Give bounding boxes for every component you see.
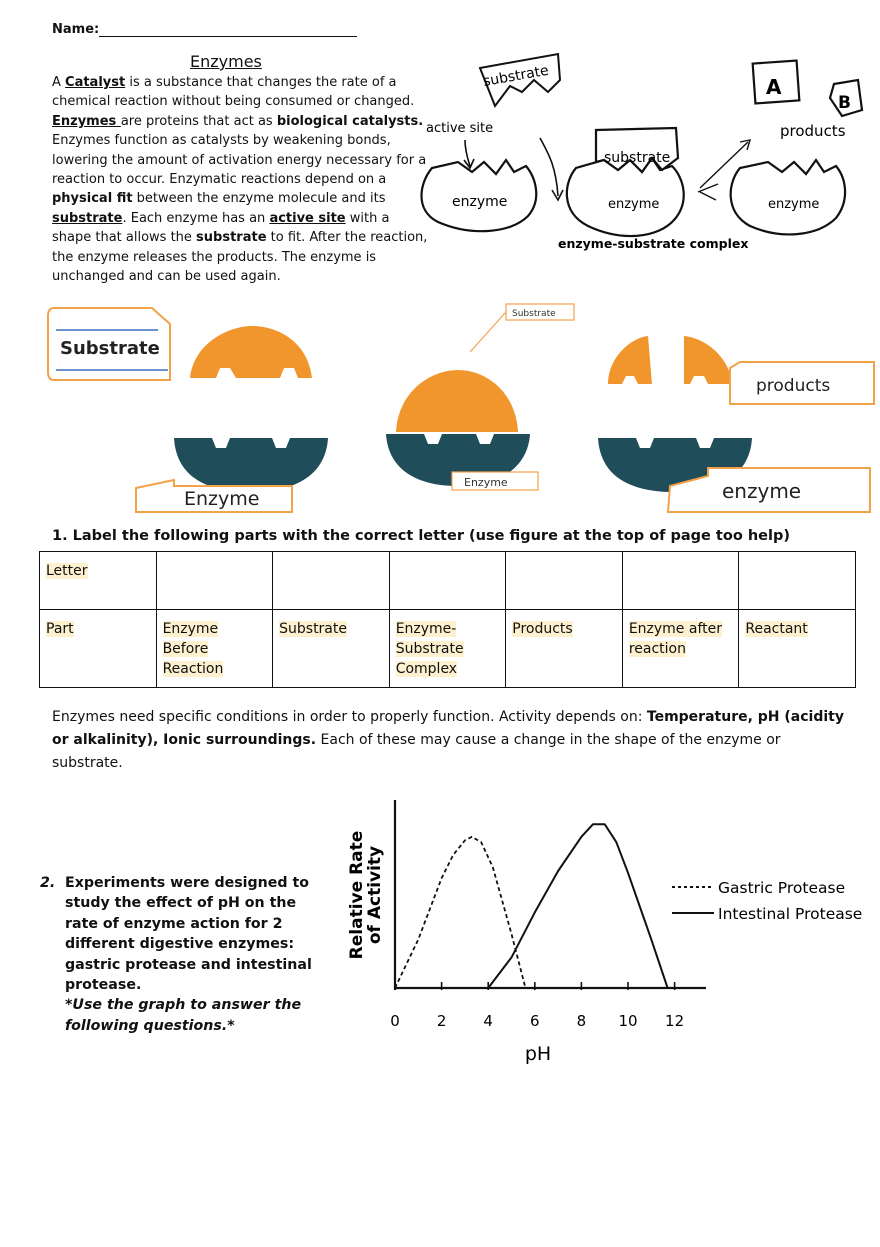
product-a-label: A [766,75,782,99]
complex-substrate-label: substrate [604,150,671,166]
question-1: 1. Label the following parts with the correct letter (use figure at the top of page too help) [52,528,790,544]
part-cell-enzyme-before: Enzyme Before Reaction [156,610,273,688]
letter-answer-cell[interactable] [622,552,739,610]
letter-answer-cell[interactable] [156,552,273,610]
enzyme-callout-label: Enzyme [184,488,260,510]
enzyme-substrate-diagram [410,50,870,260]
legend-label: Intestinal Protease [718,905,863,923]
substrate-orange-shape [190,326,312,378]
name-blank-line[interactable] [99,22,357,37]
part-cell-substrate: Substrate [273,610,390,688]
term-catalyst: Catalyst [65,75,126,90]
series-line-intestinal-protease [488,824,667,988]
binding-arrow [540,138,558,196]
products-label: products [780,122,846,140]
letter-answer-cell[interactable] [739,552,856,610]
enzyme-after-label: enzyme [768,197,820,212]
term-substrate-2: substrate [196,230,267,246]
term-physical-fit: physical fit [52,191,133,207]
part-cell-products: Products [506,610,623,688]
x-tick-label: 10 [618,1012,638,1030]
parts-table [39,551,856,688]
x-tick-label: 12 [665,1012,685,1030]
substrate-label: substrate [481,62,550,90]
x-tick-label: 8 [576,1012,587,1030]
question-2 [40,873,315,1036]
legend-label: Gastric Protease [718,879,846,897]
question-2-number: 2. [40,875,56,891]
y-axis-label-line-1: Relative Rate [347,830,367,960]
active-site-label: active site [426,121,494,136]
letter-answer-cell[interactable] [506,552,623,610]
lock-and-key-diagram [40,300,875,520]
product-piece-2 [684,336,732,384]
intro-paragraph: A Catalyst is a substance that changes the rate of a chemical reaction without being consumed or changed. Enzymes are proteins that act as biological catalysts. Enzymes function as catalysts by weakening bonds, lowering the amount of activation energy necessary for a reaction to occur. Enzymatic reactions depend on a physical fit between the enzyme molecule and its substrate. Each enzyme has an active site with a shape that allows the substrate to fit. After the reaction, the enzyme releases the products. The enzyme is unchanged and can be used again. [52,75,428,285]
x-tick-label: 4 [483,1012,493,1030]
ph-activity-chart [340,790,870,1080]
letter-answer-cell[interactable] [273,552,390,610]
letter-row [40,552,856,610]
product-b-label: B [838,93,851,113]
question-2-text: Experiments were designed to study the effect of pH on the rate of enzyme action for 2 different digestive enzymes: gastric protease and intestinal protease. [65,875,312,994]
enzyme-after-callout-label: enzyme [722,479,802,503]
enzyme-label-1: enzyme [452,194,508,210]
question-2-note: *Use the graph to answer the following questions.* [65,997,302,1034]
x-axis-label: pH [524,1043,552,1065]
complex-substrate-orange [396,370,518,432]
complex-caption: enzyme-substrate complex [558,236,749,251]
x-tick-label: 0 [390,1012,400,1030]
x-tick-label: 2 [436,1012,447,1030]
part-row-header: Part [40,610,157,688]
conditions-factors: Temperature, pH (acidity or alkalinity), Ionic surroundings. [52,709,844,748]
products-callout-label: products [756,376,831,396]
part-cell-reactant: Reactant [739,610,856,688]
substrate-small-label: Substrate [512,309,556,319]
letter-answer-cell[interactable] [389,552,506,610]
name-field[interactable] [52,22,357,37]
part-cell-enzyme-after: Enzyme after reaction [622,610,739,688]
conditions-paragraph: Enzymes need specific conditions in order to properly function. Activity depends on: Temperature, pH (acidity or alkalinity), Ionic surroundings. Each of these may cause a change in the shape of the enzyme or substrate. [52,709,844,771]
letter-row-header: Letter [40,552,157,610]
page-title: Enzymes [190,52,262,71]
product-piece-1 [608,336,652,384]
substrate-callout-label: Substrate [60,338,160,359]
x-tick-label: 6 [530,1012,540,1030]
term-active-site: active site [269,210,346,226]
enzyme-teal-shape [174,438,328,492]
term-enzymes: Enzymes [52,113,121,129]
name-label: Name: [52,22,100,37]
enzyme-small-label: Enzyme [464,476,508,489]
part-row [40,610,856,688]
part-cell-complex: Enzyme- Substrate Complex [389,610,506,688]
y-axis-label-line-2: of Activity [365,845,385,945]
term-biological-catalysts: biological catalysts. [276,113,424,129]
term-substrate: substrate [52,210,123,226]
complex-enzyme-label: enzyme [608,197,660,212]
